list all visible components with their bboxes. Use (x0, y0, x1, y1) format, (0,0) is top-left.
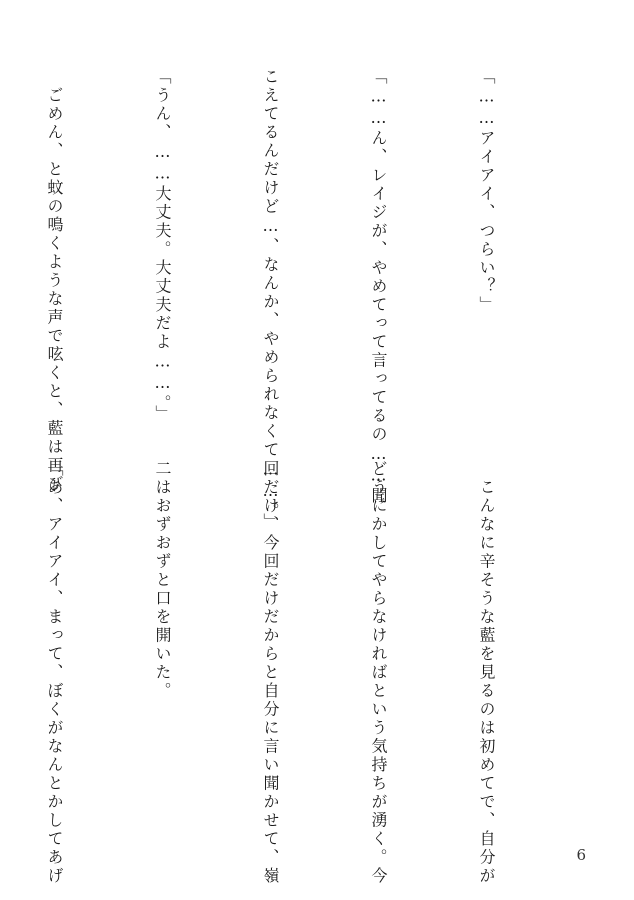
text-line: ごめん、と蚊の鳴くような声で呟くと、藍は再び (45, 68, 64, 494)
text-line: 「……アイアイ、つらい？」 (477, 68, 496, 315)
text-line: 「あ、アイアイ、まって、ぼくがなんとかしてあげ (45, 460, 64, 886)
page-number: 6 (576, 846, 586, 864)
text-line: 回だけ、今回だけだからと自分に言い聞かせて、嶺 (261, 460, 280, 886)
text-line: 「うん、……大丈夫。大丈夫だよ……。」 (153, 68, 172, 424)
text-line: こえてるんだけど…、なんか、やめられなくて……。」 (261, 68, 280, 532)
text-line: どうにかしてやらなければという気持ちが湧く。今 (369, 460, 388, 886)
text-line: 「……ん、レイジが、やめてって言ってるの……聞 (369, 68, 388, 506)
text-line: 二はおずおずと口を開いた。 (153, 460, 172, 701)
text-line: こんなに辛そうな藍を見るのは初めてで、自分が (477, 460, 496, 886)
top-text-block (0, 68, 576, 532)
bottom-text-block (0, 460, 576, 886)
